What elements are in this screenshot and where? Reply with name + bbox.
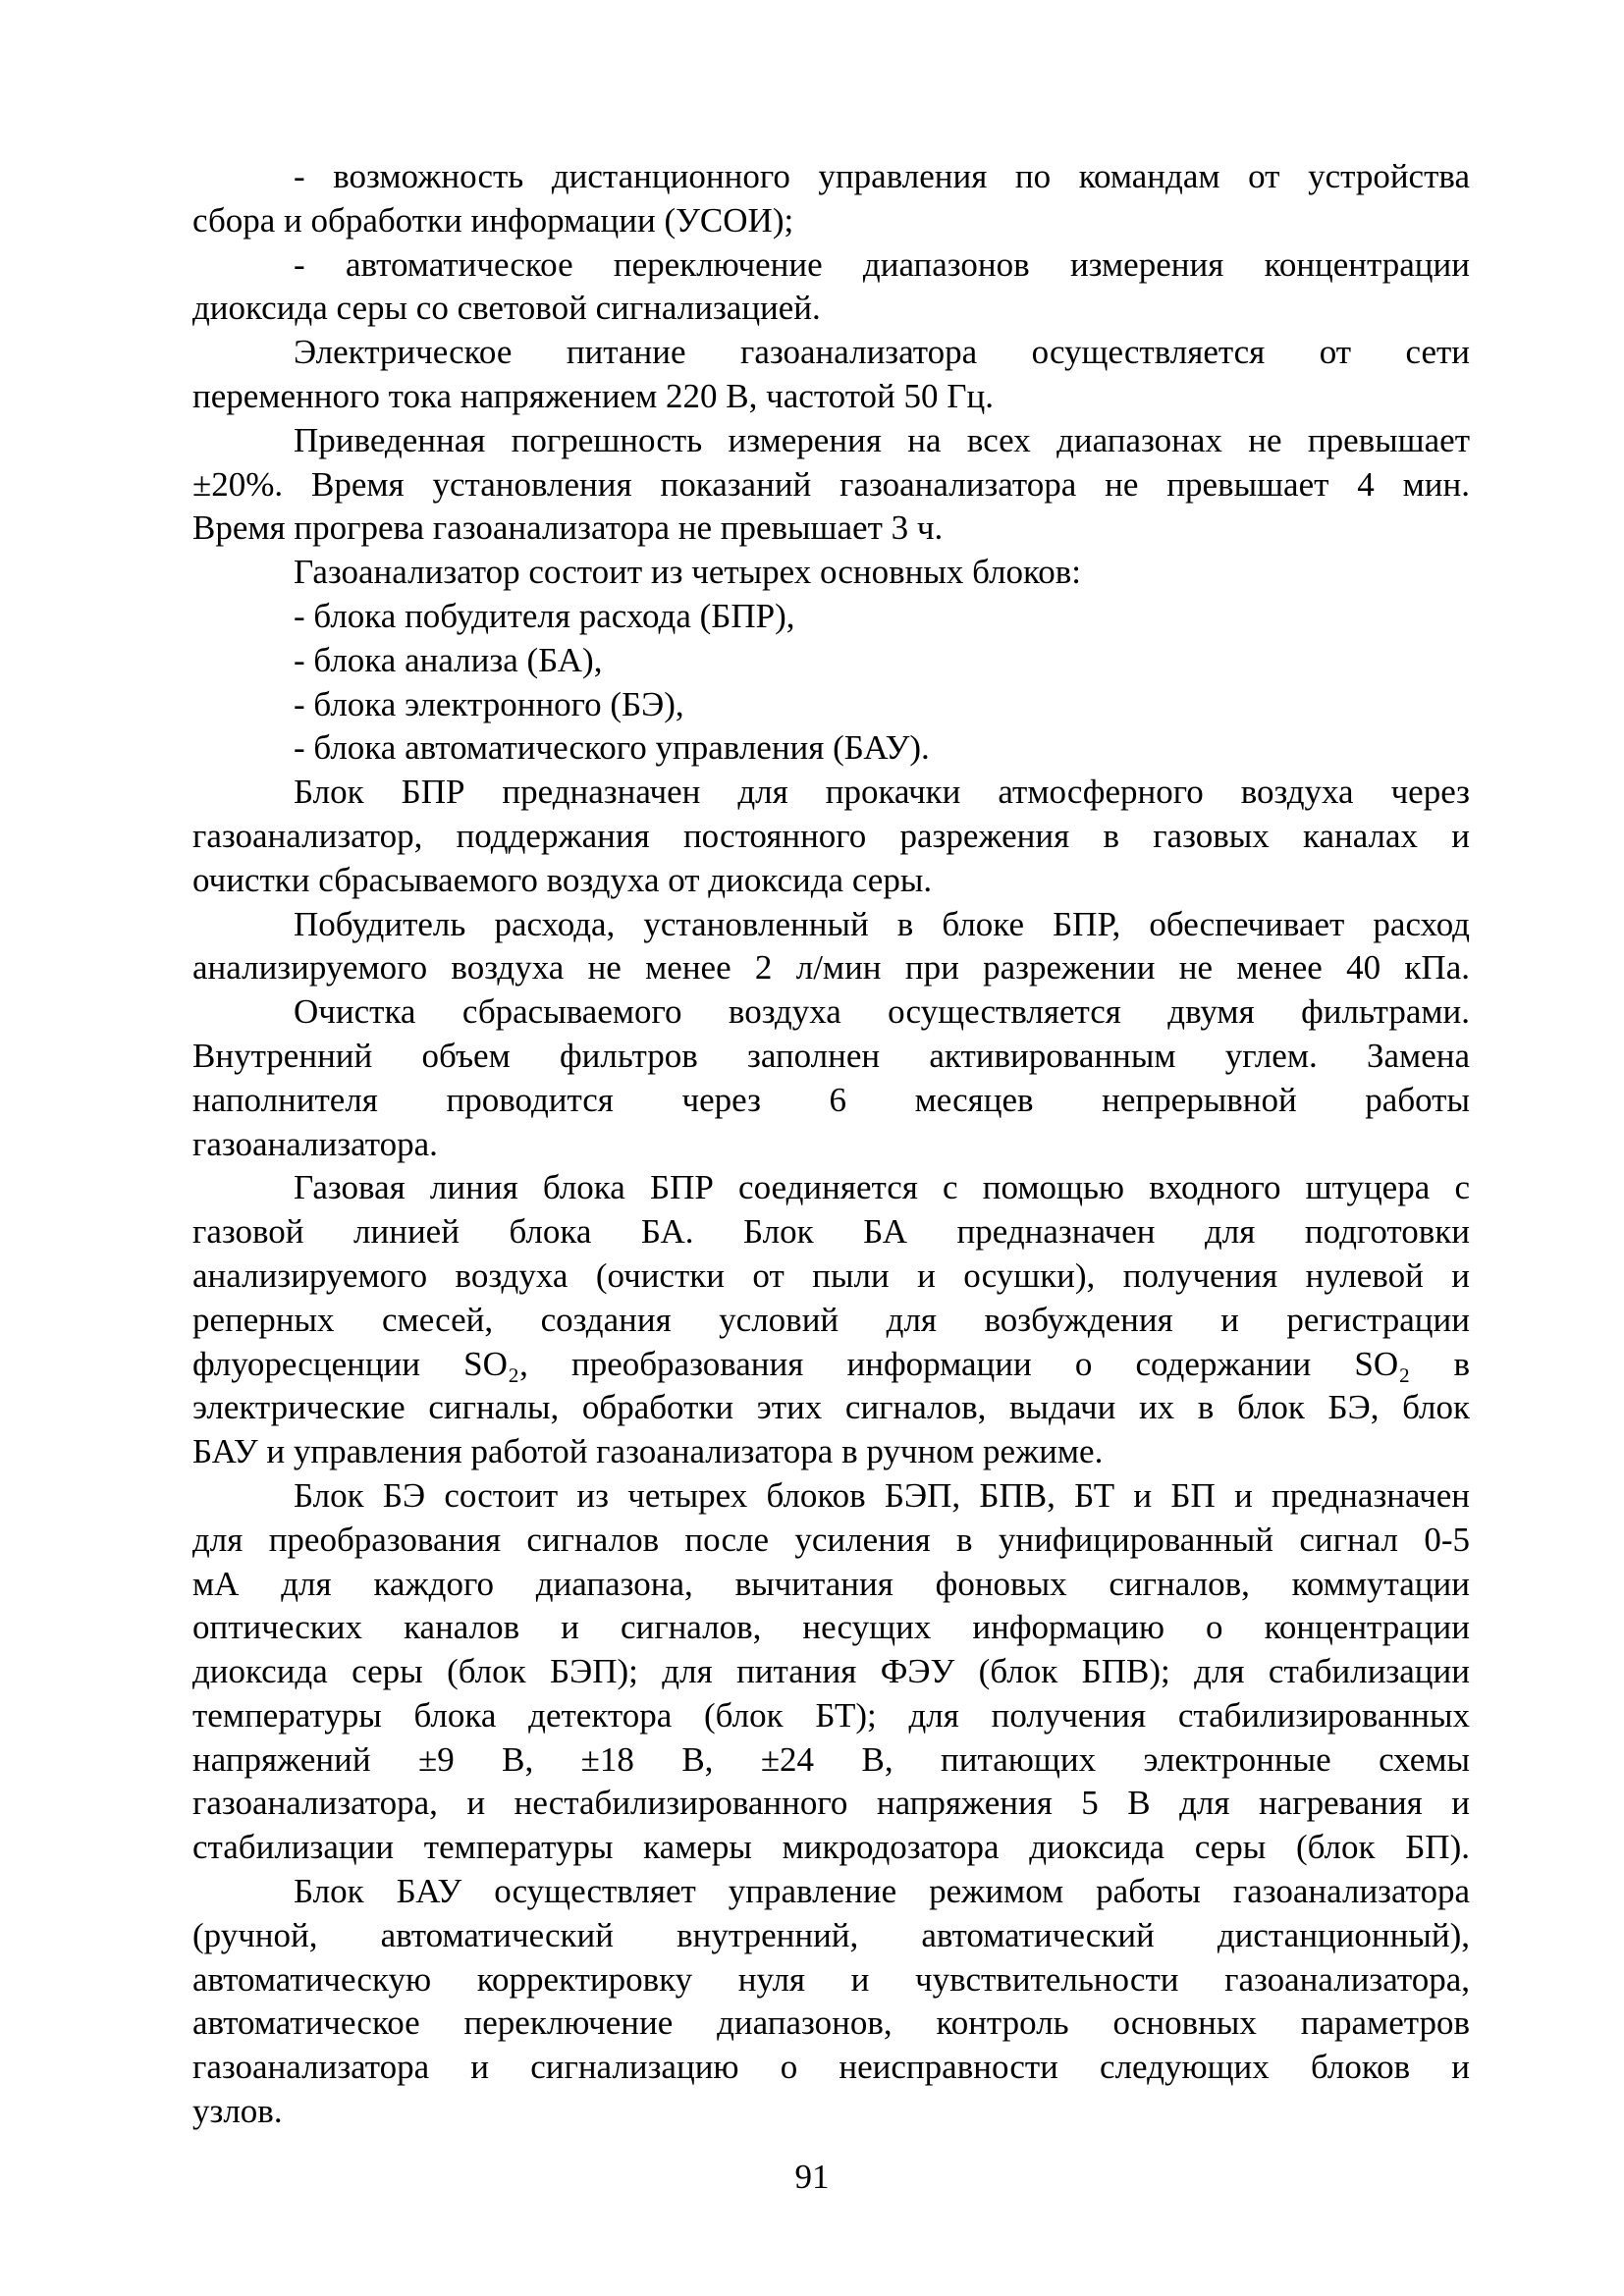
text-line: оптических каналов и сигналов, несущих информацию о концентрации	[192, 1608, 1470, 1647]
text-line: Очистка сбрасываемого воздуха осуществляется двумя фильтрами.	[294, 992, 1470, 1032]
text-line: автоматическую корректировку нуля и чувствительности газоанализатора,	[192, 1959, 1470, 1999]
text-line: анализируемого воздуха (очистки от пыли и осушки), получения нулевой и	[192, 1255, 1470, 1295]
text-line: наполнителя проводится через 6 месяцев непрерывной работы	[192, 1080, 1470, 1119]
text-line: температуры блока детектора (блок БТ); для получения стабилизированных	[192, 1695, 1470, 1735]
page-number: 91	[794, 2158, 830, 2196]
text-line: - блока автоматического управления (БАУ).	[294, 728, 930, 768]
text-line: - автоматическое переключение диапазонов измерения концентрации	[294, 244, 1470, 284]
text-line: газовой линией блока БА. Блок БА предназначен для подготовки	[192, 1212, 1470, 1252]
text-line: Электрическое питание газоанализатора осуществляется от сети	[294, 333, 1470, 372]
text-line: узлов.	[192, 2092, 283, 2131]
text-line: анализируемого воздуха не менее 2 л/мин при разрежении не менее 40 кПа.	[192, 948, 1470, 988]
text-line: - блока анализа (БА),	[294, 640, 603, 679]
text-line: Приведенная погрешность измерения на всех диапазонах не превышает	[294, 420, 1470, 459]
text-line: автоматическое переключение диапазонов, контроль основных параметров	[192, 2003, 1470, 2043]
text-line: мА для каждого диапазона, вычитания фоновых сигналов, коммутации	[192, 1564, 1470, 1603]
text-line: Блок БЭ состоит из четырех блоков БЭП, БПВ, БТ и БП и предназначен	[294, 1475, 1470, 1515]
text-line: (ручной, автоматический внутренний, автоматический дистанционный),	[192, 1915, 1470, 1954]
text-line: флуоресценции SO₂, преобразования информации о содержании SO₂ в	[192, 1344, 1470, 1383]
text-line: Газовая линия блока БПР соединяется с помощью входного штуцера с	[294, 1168, 1470, 1207]
text-line: сбора и обработки информации (УСОИ);	[192, 200, 794, 240]
text-line: газоанализатора.	[192, 1124, 438, 1163]
text-line: Время прогрева газоанализатора не превышает 3 ч.	[192, 508, 944, 548]
text-line: реперных смесей, создания условий для возбуждения и регистрации	[192, 1300, 1470, 1339]
text-line: диоксида серы (блок БЭП); для питания ФЭУ (блок БПВ); для стабилизации	[192, 1652, 1470, 1691]
text-line: газоанализатора и сигнализацию о неисправности следующих блоков и	[192, 2048, 1470, 2087]
text-line: - блока побудителя расхода (БПР),	[294, 596, 795, 635]
text-line: ±20%. Время установления показаний газоанализатора не превышает 4 мин.	[192, 464, 1470, 504]
text-line: - блока электронного (БЭ),	[294, 684, 684, 723]
text-line: Газоанализатор состоит из четырех основных блоков:	[294, 553, 1082, 592]
text-line: стабилизации температуры камеры микродозатора диоксида серы (блок БП).	[192, 1828, 1470, 1867]
text-line: Внутренний объем фильтров заполнен активированным углем. Замена	[192, 1036, 1470, 1075]
text-line: БАУ и управления работой газоанализатора в ручном режиме.	[192, 1432, 1104, 1471]
text-block	[192, 155, 1470, 2134]
text-line: газоанализатора, и нестабилизированного напряжения 5 В для нагревания и	[192, 1784, 1470, 1823]
text-line: Блок БАУ осуществляет управление режимом работы газоанализатора	[294, 1872, 1470, 1911]
text-line: газоанализатор, поддержания постоянного разрежения в газовых каналах и	[192, 816, 1470, 855]
text-line: напряжений ±9 В, ±18 В, ±24 В, питающих электронные схемы	[192, 1739, 1470, 1779]
text-line: - возможность дистанционного управления по командам от устройства	[294, 157, 1470, 195]
text-line: очистки сбрасываемого воздуха от диоксида серы.	[192, 860, 933, 899]
text-line: Блок БПР предназначен для прокачки атмосферного воздуха через	[294, 773, 1470, 812]
text-line: диоксида серы со световой сигнализацией.	[192, 289, 821, 328]
text-line: Побудитель расхода, установленный в блоке БПР, обеспечивает расход	[294, 904, 1470, 943]
text-line: переменного тока напряжением 220 В, частотой 50 Гц.	[192, 376, 994, 415]
text-line: электрические сигналы, обработки этих сигналов, выдачи их в блок БЭ, блок	[192, 1388, 1470, 1427]
text-line: для преобразования сигналов после усиления в унифицированный сигнал 0-5	[192, 1520, 1470, 1559]
